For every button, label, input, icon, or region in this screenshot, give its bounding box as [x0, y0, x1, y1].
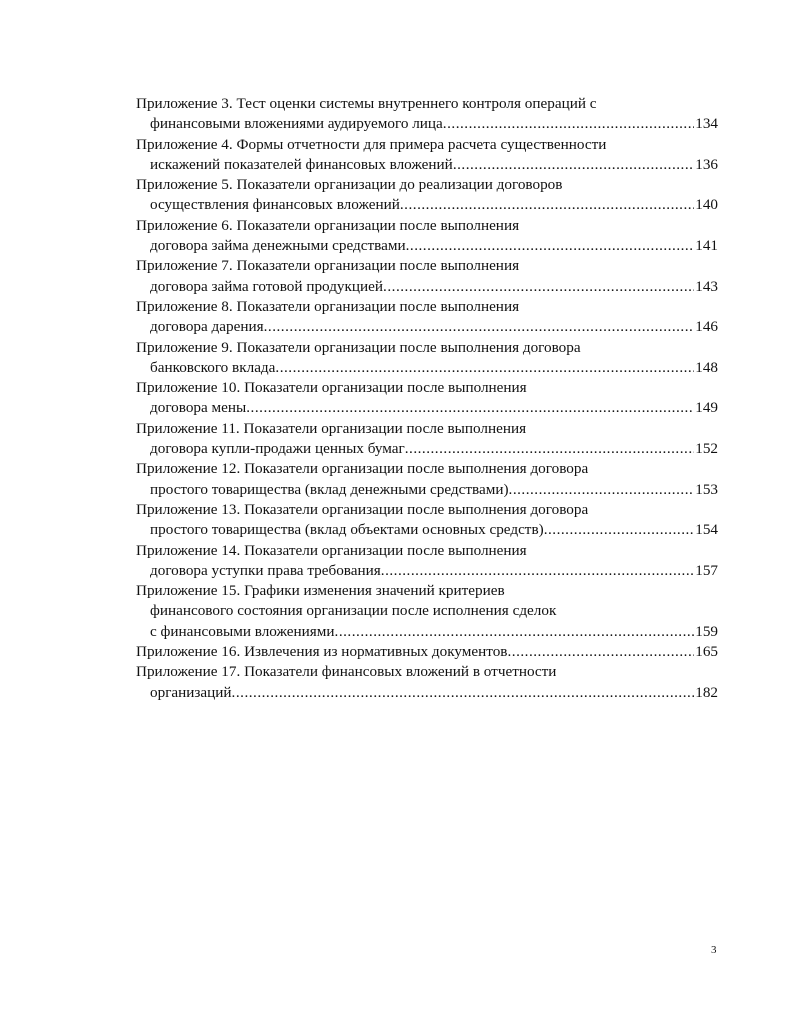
toc-page-number: 140	[695, 196, 718, 214]
toc-entry-title-end: договора дарения	[150, 318, 264, 336]
dot-leader	[544, 520, 695, 540]
toc-entry-title: Приложение 13. Показатели организации после выполнения договора	[136, 500, 589, 518]
toc-entry-last-line	[136, 439, 718, 459]
dot-leader	[246, 398, 694, 418]
toc-entry-title-end: искажений показателей финансовых вложений	[150, 155, 453, 173]
toc-page-number: 146	[695, 318, 718, 336]
toc-entry-title: Приложение 9. Показатели организации после выполнения договора	[136, 338, 581, 356]
toc-entry-title: Приложение 8. Показатели организации после выполнения	[136, 297, 520, 315]
toc-entry-title: Приложение 6. Показатели организации после выполнения	[136, 216, 520, 234]
toc-entry-title: Приложение 7. Показатели организации после выполнения	[136, 257, 520, 275]
dot-leader	[453, 155, 694, 175]
toc-entry-appendix-9[interactable]	[136, 338, 718, 379]
toc-entry-last-line	[136, 277, 718, 297]
toc-entry-last-line	[136, 236, 718, 256]
toc-entry-last-line	[136, 358, 718, 378]
dot-leader	[400, 195, 694, 215]
toc-entry-title-end: организаций	[150, 683, 232, 701]
toc-entry-appendix-3[interactable]	[136, 94, 718, 135]
dot-leader	[381, 561, 694, 581]
toc-entry-title-end: с финансовыми вложениями	[150, 622, 335, 640]
toc-page-number: 141	[695, 237, 718, 255]
toc-entry-title-end: договора купли-продажи ценных бумаг	[150, 440, 405, 458]
toc-entry-last-line	[136, 155, 718, 175]
toc-entry-appendix-14[interactable]	[136, 541, 718, 582]
toc-page-number: 157	[695, 561, 718, 579]
toc-entry-appendix-16[interactable]	[136, 642, 718, 662]
toc-entry-title-end: простого товарищества (вклад объектами основных средств)	[150, 521, 544, 539]
toc-entry-title: Приложение 14. Показатели организации после выполнения	[136, 541, 527, 559]
toc-entry-title: Приложение 15. Графики изменения значений критериев	[136, 582, 505, 600]
toc-page-number: 136	[695, 155, 718, 173]
dot-leader	[443, 114, 694, 134]
toc-entry-appendix-6[interactable]	[136, 216, 718, 257]
toc-entry-last-line	[136, 520, 718, 540]
toc-entry-title-end: договора мены	[150, 399, 247, 417]
toc-entry-title-end: простого товарищества (вклад денежными средствами)	[150, 480, 509, 498]
toc-page-number: 153	[695, 480, 718, 498]
toc-entry-title-continued: финансового состояния организации после исполнения сделок	[150, 602, 557, 620]
toc-entry-last-line	[136, 622, 718, 642]
toc-page-number: 165	[695, 643, 718, 661]
toc-entry-appendix-4[interactable]	[136, 135, 718, 176]
toc-page-number: 143	[695, 277, 718, 295]
toc-entry-appendix-15[interactable]	[136, 581, 718, 642]
toc-entry-title: Приложение 3. Тест оценки системы внутреннего контроля операций с	[136, 95, 597, 112]
toc-entry-appendix-7[interactable]	[136, 256, 718, 297]
toc-entry-title-end: договора займа готовой продукцией	[150, 277, 384, 295]
toc-page-number: 152	[695, 440, 718, 458]
page-number: 3	[711, 944, 717, 956]
dot-leader	[507, 642, 694, 662]
toc-entry-last-line	[136, 398, 718, 418]
dot-leader	[275, 358, 694, 378]
toc-entry-title: Приложение 16. Извлечения из нормативных документов	[136, 643, 508, 661]
toc-page-number: 154	[695, 521, 718, 539]
toc-entry-last-line	[136, 480, 718, 500]
toc-entry-title: Приложение 10. Показатели организации после выполнения	[136, 379, 527, 397]
toc-page-number: 149	[695, 399, 718, 417]
toc-page-number: 159	[695, 622, 718, 640]
toc-entry-title: Приложение 12. Показатели организации после выполнения договора	[136, 460, 589, 478]
dot-leader	[335, 622, 695, 642]
toc-entry-last-line	[136, 195, 718, 215]
toc-page-number: 182	[695, 683, 718, 701]
toc-entry-last-line	[136, 114, 718, 134]
toc-entry-title: Приложение 5. Показатели организации до реализации договоров	[136, 176, 563, 194]
toc-page-number: 148	[695, 358, 718, 376]
toc-entry-title-end: договора уступки права требования	[150, 561, 381, 579]
toc-entry-last-line	[136, 683, 718, 703]
dot-leader	[406, 236, 695, 256]
toc-entry-title-end: договора займа денежными средствами	[150, 237, 406, 255]
toc-entry-title: Приложение 11. Показатели организации после выполнения	[136, 419, 527, 437]
toc-entry-last-line	[136, 561, 718, 581]
toc-entry-title-end: банковского вклада	[150, 358, 276, 376]
toc-entry-title: Приложение 4. Формы отчетности для примера расчета существенности	[136, 135, 607, 153]
toc-entry-appendix-10[interactable]	[136, 378, 718, 419]
dot-leader	[232, 683, 695, 703]
dot-leader	[383, 277, 694, 297]
dot-leader	[509, 480, 695, 500]
toc-entry-title-end: финансовыми вложениями аудируемого лица	[150, 115, 443, 133]
toc-entry-appendix-8[interactable]	[136, 297, 718, 338]
dot-leader	[264, 317, 695, 337]
table-of-contents	[136, 94, 718, 703]
toc-entry-appendix-17[interactable]	[136, 662, 718, 703]
toc-entry-last-line	[136, 317, 718, 337]
toc-entry-appendix-12[interactable]	[136, 459, 718, 500]
dot-leader	[405, 439, 695, 459]
toc-entry-appendix-11[interactable]	[136, 419, 718, 460]
toc-entry-appendix-13[interactable]	[136, 500, 718, 541]
toc-entry-last-line	[136, 642, 718, 662]
toc-entry-appendix-5[interactable]	[136, 175, 718, 216]
toc-page-number: 134	[695, 115, 718, 133]
toc-entry-title-end: осуществления финансовых вложений	[150, 196, 400, 214]
toc-entry-title: Приложение 17. Показатели финансовых вложений в отчетности	[136, 663, 557, 681]
